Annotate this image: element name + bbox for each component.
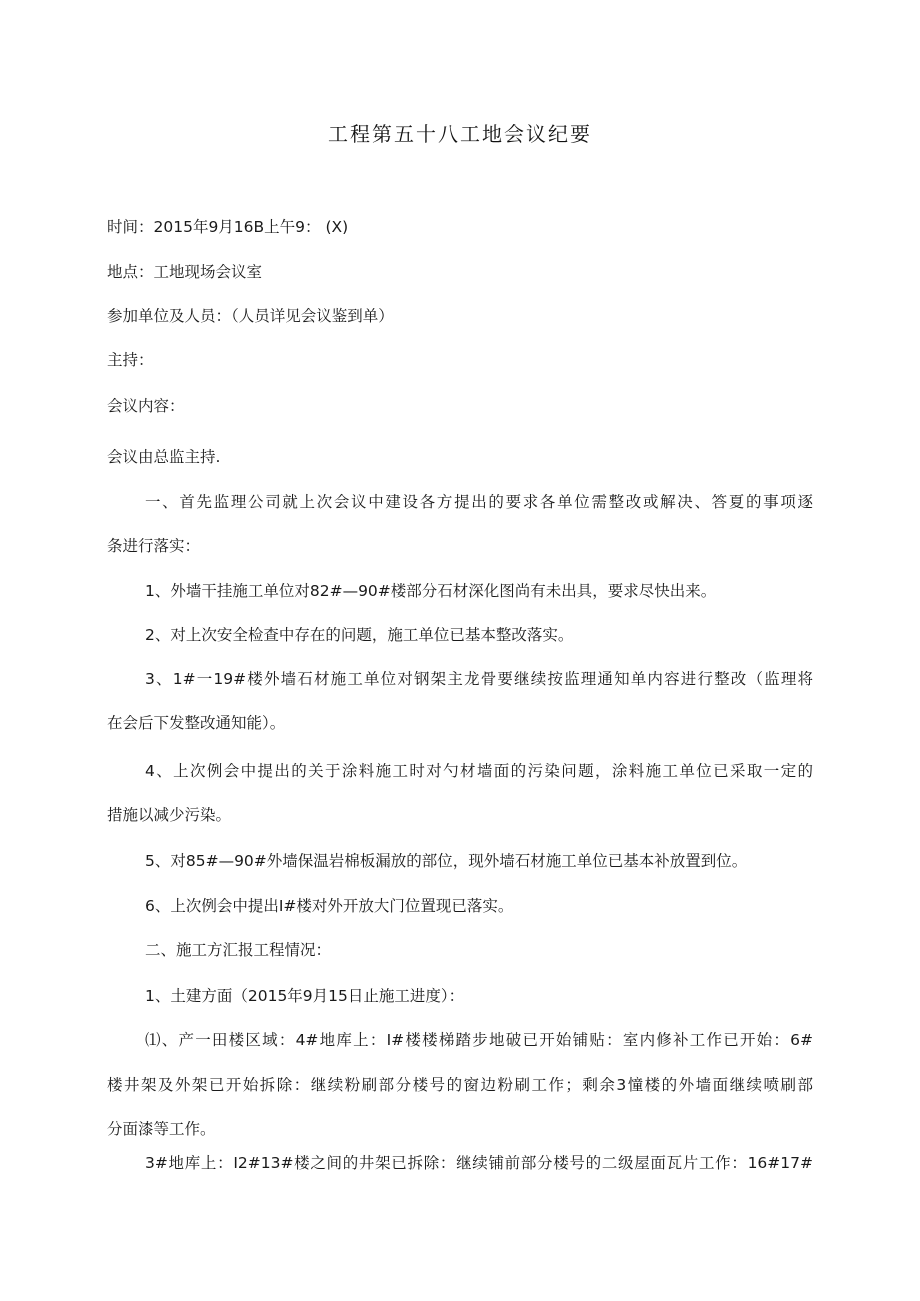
list-item: 2、对上次安全检查中存在的问题，施工单位已基本整改落实。 [145,626,574,644]
paragraph-line: 条进行落实： [107,537,201,555]
meeting-content-heading: 会议内容： [107,397,185,415]
section-heading: 一、首先监理公司就上次会议中建设各方提出的要求各单位需整改或解决、答夏的事项逐 [145,493,813,511]
list-item: 6、上次例会中提出I#楼对外开放大门位置现已落实。 [145,897,514,915]
paragraph-line: 会议由总监主持. [107,448,221,466]
paragraph-line: 在会后下发整改通知能）。 [107,714,286,732]
meeting-attendees: 参加单位及人员：（人员详见会议鉴到单） [107,307,394,325]
paragraph-line: 措施以减少污染。 [107,806,232,824]
paragraph-line: 分面漆等工作。 [107,1120,216,1138]
list-item: 4、上次例会中提出的关于涂料施工时对勺材墙面的污染问题，涂料施工单位已采取一定的 [145,762,813,780]
meeting-host: 主持： [107,351,154,369]
meeting-location: 地点：工地现场会议室 [107,263,263,281]
list-item: ⑴、产一田楼区域：4#地库上：I#楼楼梯踏步地破已开始铺贴：室内修补工作已开始：6# [145,1031,813,1049]
list-item: 1、土建方面（2015年9月15日止施工进度）： [145,987,465,1005]
list-item: 3、1#一19#楼外墙石材施工单位对钢架主龙骨要继续按监理通知单内容进行整改（监理将 [145,670,813,688]
paragraph-line: 楼井架及外架已开始拆除：继续粉刷部分楼号的窗边粉刷工作；剩余3憧楼的外墙面继续喷刷部 [107,1076,813,1094]
section-heading: 二、施工方汇报工程情况： [145,941,332,959]
list-item: 1、外墙干挂施工单位对82#—90#楼部分石材深化图尚有未出具，要求尽快出来。 [145,582,717,600]
meeting-time: 时间：2015年9月16B上午9： (X) [107,218,349,236]
list-item: 5、对85#—90#外墙保温岩棉板漏放的部位，现外墙石材施工单位已基本补放置到位。 [145,852,748,870]
paragraph-line: 3#地库上：I2#13#楼之间的井架已拆除：继续铺前部分楼号的二级屋面瓦片工作：16#17# [145,1154,813,1172]
page-title: 工程第五十八工地会议纪要 [328,122,592,146]
